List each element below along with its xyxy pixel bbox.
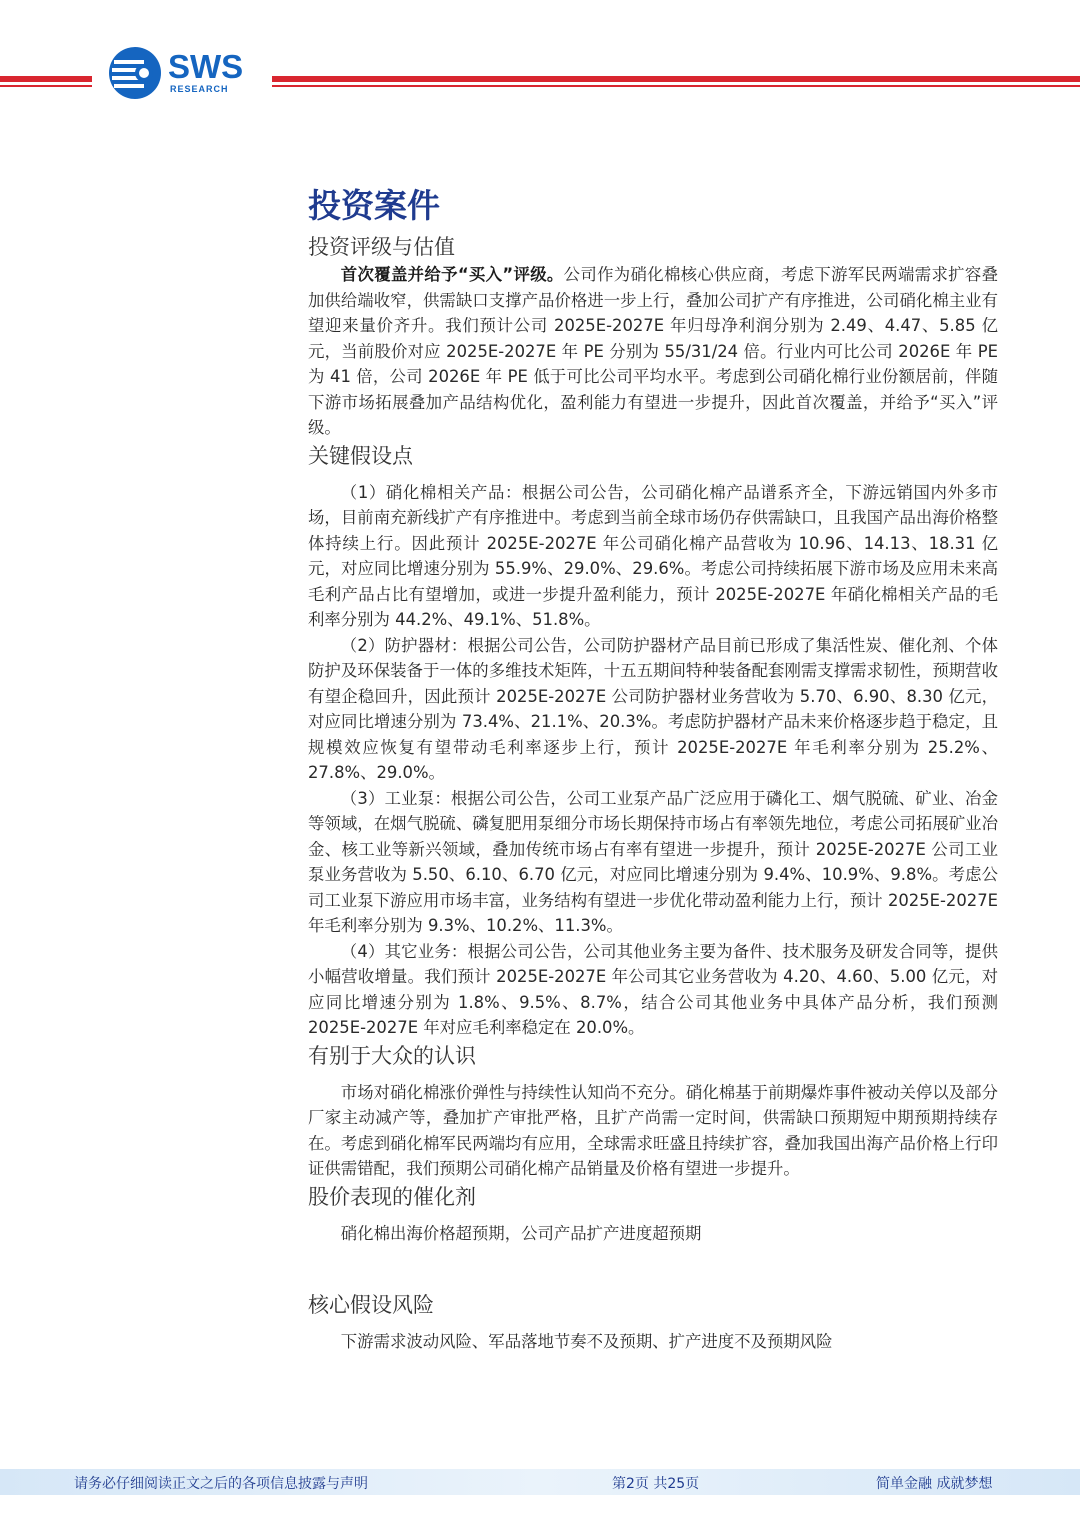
header-rule-left bbox=[0, 76, 92, 88]
footer-page-number: 第2页 共25页 bbox=[612, 1476, 700, 1492]
main-content bbox=[308, 180, 998, 1355]
logo-subtitle: RESEARCH bbox=[170, 84, 229, 94]
footer-disclaimer: 请务必仔细阅读正文之后的各项信息披露与声明 bbox=[74, 1476, 368, 1492]
page-title: 投资案件 bbox=[308, 186, 440, 225]
header-rule-right bbox=[272, 76, 1080, 88]
section-heading-differentiated-view: 有别于大众的认识 bbox=[308, 1043, 476, 1068]
sws-logo bbox=[108, 46, 256, 102]
footer-slogan: 简单金融 成就梦想 bbox=[876, 1476, 993, 1492]
sws-logo-icon bbox=[108, 46, 162, 100]
section-heading-catalysts: 股价表现的催化剂 bbox=[308, 1184, 476, 1209]
page-footer bbox=[0, 1468, 1080, 1498]
section-heading-rating: 投资评级与估值 bbox=[308, 235, 455, 259]
section-heading-risks: 核心假设风险 bbox=[308, 1293, 434, 1317]
risks-paragraph: 下游需求波动风险、军品落地节奏不及预期、扩产进度不及预期风险 bbox=[340, 1332, 833, 1351]
assumption-paragraph-1: （1）硝化棉相关产品：根据公司公告，公司硝化棉产品谱系齐全，下游远销国内外多市场，目前南充新线扩产有序推进中。考虑到当前全球市场仍存供需缺口，且我国产品出海价格整体持续上行。因此预计 2025E-2027E 年公司硝化棉产品营收为 10.96、14.13、18.31 亿元，对应同比增速分别为 55.9%、29.0%、29.6%。考虑公司持续拓展下游市场及应用未来高毛利产品占比有望增加，或进一步提升盈利能力，预计 2025E-2027E 年硝化棉相关产品的毛利率分别为 44.2%、49.1%、51.8%。 bbox=[308, 482, 998, 629]
rating-paragraph bbox=[308, 262, 998, 441]
logo-wordmark: SWS bbox=[168, 48, 244, 85]
differentiated-view-paragraph: 市场对硝化棉涨价弹性与持续性认知尚不充分。硝化棉基于前期爆炸事件被动关停以及部分厂家主动减产等，叠加扩产审批严格，且扩产尚需一定时间，供需缺口预期短中期预期持续存在。考虑到硝化棉军民两端均有应用，全球需求旺盛且持续扩容，叠加我国出海产品价格上行印证供需错配，我们预期公司硝化棉产品销量及价格有望进一步提升。 bbox=[308, 1082, 998, 1178]
rating-lead: 首次覆盖并给予“买入”评级。 bbox=[340, 265, 564, 284]
catalysts-paragraph: 硝化棉出海价格超预期，公司产品扩产进度超预期 bbox=[340, 1223, 702, 1243]
rating-body: 公司作为硝化棉核心供应商，考虑下游军民两端需求扩容叠加供给端收窄，供需缺口支撑产品价格进一步上行，叠加公司扩产有序推进，公司硝化棉主业有望迎来量价齐升。我们预计公司 2025E-2027E 年归母净利润分别为 2.49、4.47、5.85 亿元，当前股价对应 2025E-2027E 年 PE 分别为 55/31/24 倍。行业内可比公司 2026E 年 PE 为 41 倍，公司 2026E 年 PE 低于可比公司平均水平。考虑到公司硝化棉行业份额居前，伴随下游市场拓展叠加产品结构优化，盈利能力有望进一步提升，因此首次覆盖，并给予“买入”评级。 bbox=[308, 265, 999, 437]
section-heading-assumptions: 关键假设点 bbox=[308, 443, 413, 468]
assumption-paragraph-2: （2）防护器材：根据公司公告，公司防护器材产品目前已形成了集活性炭、催化剂、个体防护及环保装备于一体的多维技术矩阵，十五五期间特种装备配套刚需支撑需求韧性，预期营收有望企稳回升，因此预计 2025E-2027E 公司防护器材业务营收为 5.70、6.90、8.30 亿元，对应同比增速分别为 73.4%、21.1%、20.3%。考虑防护器材产品未来价格逐步趋于稳定，且规模效应恢复有望带动毛利率逐步上行，预计 2025E-2027E 年毛利率分别为 25.2%、27.8%、29.0%。 bbox=[308, 635, 998, 782]
assumption-paragraph-3: （3）工业泵：根据公司公告，公司工业泵产品广泛应用于磷化工、烟气脱硫、矿业、冶金等领域，在烟气脱硫、磷复肥用泵细分市场长期保持市场占有率领先地位，考虑公司拓展矿业冶金、核工业等新兴领域，叠加传统市场占有率有望进一步提升，预计 2025E-2027E 公司工业泵业务营收为 5.50、6.10、6.70 亿元，对应同比增速分别为 9.4%、10.9%、9.8%。考虑公司工业泵下游应用市场丰富，业务结构有望进一步优化带动盈利能力上行，预计 2025E-2027E 年毛利率分别为 9.3%、10.2%、11.3%。 bbox=[308, 788, 998, 935]
assumption-paragraph-4: （4）其它业务：根据公司公告，公司其他业务主要为备件、技术服务及研发合同等，提供小幅营收增量。我们预计 2025E-2027E 年公司其它业务营收为 4.20、4.60、5.00 亿元，对应同比增速分别为 1.8%、9.5%、8.7%，结合公司其他业务中具体产品分析，我们预测 2025E-2027E 年对应毛利率稳定在 20.0%。 bbox=[308, 941, 998, 1037]
